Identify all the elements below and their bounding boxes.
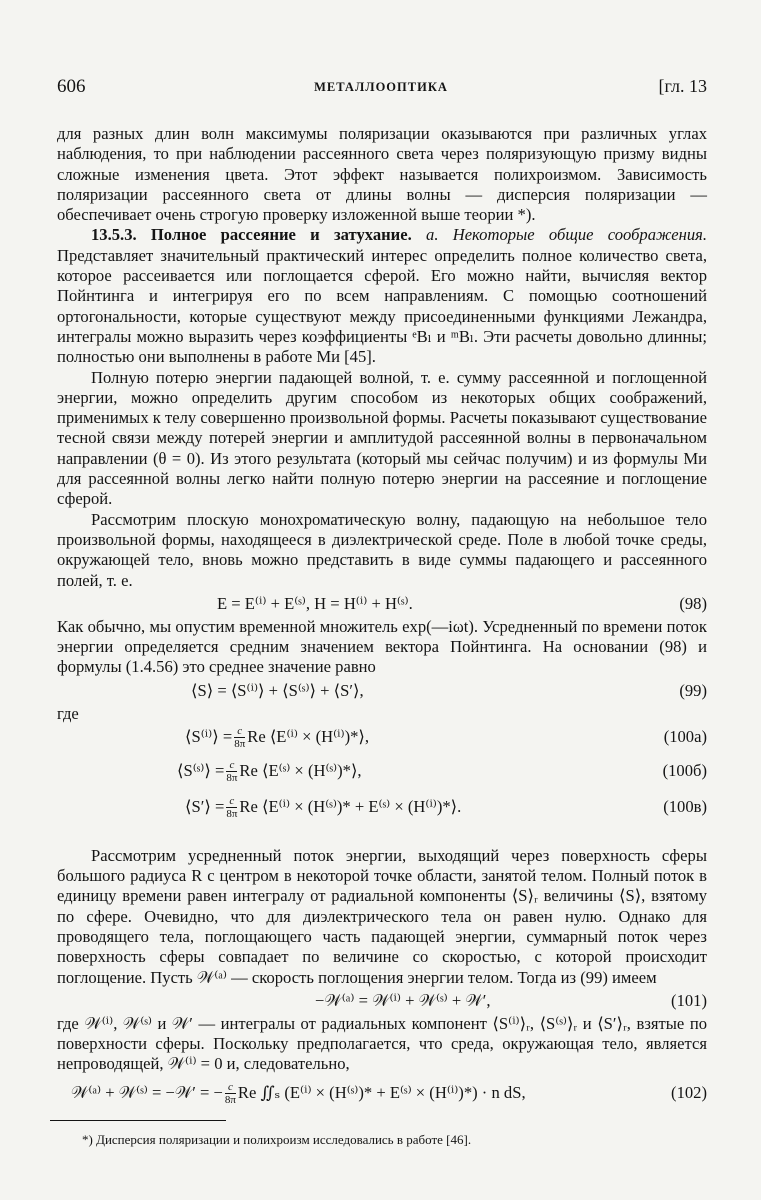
equation-99-body: ⟨S⟩ = ⟨S⁽ⁱ⁾⟩ + ⟨S⁽ˢ⁾⟩ + ⟨S′⟩,	[191, 680, 364, 700]
equation-100b	[57, 758, 707, 784]
running-title: МЕТАЛЛООПТИКА	[314, 80, 448, 94]
equation-98-number: (98)	[679, 593, 707, 613]
equation-100c-number: (100в)	[663, 796, 707, 816]
paragraph-3: Полную потерю энергии падающей волной, т. е. сумму рассеянной и поглощенной энергии, можно определить другим способом из некоторых общих соображений, применимых к телу совершенно произвольной формы. Расчеты показывают существование тесной связи между потерей энергии и амплитудой рассеянной волны в первоначальном направлении (θ = 0). Из этого результата (который мы сейчас получим) и из формулы Ми для рассеянной волны легко найти полную потерю энергии на рассеяние и поглощение сферой.	[57, 367, 707, 509]
equation-102-rhs: Re ∬ₛ (E⁽ⁱ⁾ × (H⁽ˢ⁾)* + E⁽ˢ⁾ × (H⁽ⁱ⁾)*) · n dS,	[237, 1082, 526, 1102]
equation-100c-body	[185, 794, 461, 820]
equation-100a-number: (100а)	[663, 726, 707, 746]
equation-100b-body	[177, 758, 362, 784]
paragraph-5: Как обычно, мы опустим временной множитель exp(—iωt). Усредненный по времени поток энергии определяется средним значением вектора Пойнтинга. На основании (98) и формулы (1.4.56) это среднее значение равно	[57, 616, 707, 677]
fraction-numerator: c	[234, 726, 245, 738]
equation-102-lhs: 𝒲⁽ᵃ⁾ + 𝒲⁽ˢ⁾ = −𝒲′ = −	[71, 1082, 223, 1102]
fraction-denominator: 8π	[234, 737, 246, 750]
fraction-denominator: 8π	[226, 771, 238, 784]
fraction-denominator: 8π	[224, 1093, 236, 1106]
equation-102-body	[71, 1075, 526, 1111]
fraction-denominator: 8π	[226, 807, 238, 820]
chapter-label: [гл. 13	[658, 76, 707, 96]
page-number: 606	[57, 76, 86, 97]
equation-100c-lhs: ⟨S′⟩ =	[185, 796, 225, 816]
equation-100c	[57, 794, 707, 820]
footnote-divider	[50, 1120, 226, 1121]
equation-98-body: E = E⁽ⁱ⁾ + E⁽ˢ⁾, H = H⁽ⁱ⁾ + H⁽ˢ⁾.	[217, 593, 413, 613]
equation-100a-body	[185, 724, 369, 750]
fraction-numerator: c	[225, 1082, 236, 1094]
equation-100b-number: (100б)	[662, 760, 707, 780]
page-body	[57, 124, 707, 1111]
equation-100b-rhs: Re ⟨E⁽ˢ⁾ × (H⁽ˢ⁾)*⟩,	[239, 760, 362, 780]
equation-102-number: (102)	[671, 1082, 707, 1102]
paragraph-6: Рассмотрим усредненный поток энергии, выходящий через поверхность сферы большого радиуса R с центром в некоторой точке области, занятой телом. Полный поток в единицу времени равен интегралу от радиальной компоненты ⟨S⟩ᵣ величины ⟨S⟩, взятому по сфере. Очевидно, что для диэлектрического тела он равен нулю. Однако для проводящего тела, поглощающего часть падающей энергии, суммарный поток через поверхность сферы совпадает по величине со скоростью, с которой происходит поглощение. Пусть 𝒲⁽ᵃ⁾ — скорость поглощения энергии телом. Тогда из (99) имеем	[57, 845, 707, 987]
fraction-c-8pi	[234, 726, 245, 750]
paragraph-7: где 𝒲⁽ⁱ⁾, 𝒲⁽ˢ⁾ и 𝒲′ — интегралы от радиальных компонент ⟨S⁽ⁱ⁾⟩ᵣ, ⟨S⁽ˢ⁾⟩ᵣ и ⟨S′⟩ᵣ, взятые по поверхности сферы. Поскольку предполагается, что среда, окружающая тело, является непроводящей, 𝒲⁽ⁱ⁾ = 0 и, следовательно,	[57, 1013, 707, 1074]
equation-100c-rhs: Re ⟨E⁽ⁱ⁾ × (H⁽ˢ⁾)* + E⁽ˢ⁾ × (H⁽ⁱ⁾)*⟩.	[239, 796, 462, 816]
equation-100b-lhs: ⟨S⁽ˢ⁾⟩ =	[177, 760, 225, 780]
paragraph-2: Представляет значительный практический интерес определить полное количество света, которое рассеивается или поглощается сферой. Его можно найти, вычисляя вектор Пойнтинга и интегрируя его по всем направлениям. С помощью соотношений ортогональности, которые существуют между присоединенными функциями Лежандра, интегралы можно выразить через коэффициенты ᵉBₗ и ᵐBₗ. Эти расчеты довольно длинны; полностью они выполнены в работе Ми [45].	[57, 245, 707, 367]
fraction-c-8pi	[225, 1082, 236, 1106]
equation-100a-lhs: ⟨S⁽ⁱ⁾⟩ =	[185, 726, 233, 746]
equation-102	[57, 1075, 707, 1111]
equation-98	[57, 591, 707, 617]
paragraph-4: Рассмотрим плоскую монохроматическую волну, падающую на небольшое тело произвольной формы, находящееся в диэлектрической среде. Поле в любой точке среды, окружающей тело, вновь можно представить в виде суммы падающего и рассеянного полей, т. е.	[57, 509, 707, 590]
equation-100a-rhs: Re ⟨E⁽ⁱ⁾ × (H⁽ⁱ⁾)*⟩,	[247, 726, 370, 746]
page-header	[55, 76, 707, 102]
equation-99	[57, 678, 707, 704]
equation-100a	[57, 724, 707, 750]
equation-101-number: (101)	[671, 990, 707, 1010]
fraction-numerator: c	[226, 760, 237, 772]
footnote: *) Дисперсия поляризации и полихроизм исследовались в работе [46].	[82, 1132, 472, 1147]
section-subheading: а. Некоторые общие соображения.	[426, 225, 707, 245]
section-heading: 13.5.3. Полное рассеяние и затухание.	[91, 225, 412, 245]
fraction-numerator: c	[226, 796, 237, 808]
paragraph-1: для разных длин волн максимумы поляризации оказываются при различных углах наблюдения, то при наблюдении рассеянного света через поляризующую призму видны сложные изменения цвета. Этот эффект называется полихроизмом. Зависимость поляризации рассеянного света от длины волны — дисперсия поляризации — обеспечивает очень строгую проверку изложенной выше теории *).	[57, 124, 707, 225]
equation-101-body: −𝒲⁽ᵃ⁾ = 𝒲⁽ⁱ⁾ + 𝒲⁽ˢ⁾ + 𝒲′,	[315, 990, 491, 1010]
fraction-c-8pi	[226, 760, 237, 784]
equation-101	[57, 988, 707, 1014]
where-label: где	[57, 703, 79, 723]
equation-99-number: (99)	[679, 680, 707, 700]
section-paragraph	[57, 225, 707, 367]
fraction-c-8pi	[226, 796, 237, 820]
